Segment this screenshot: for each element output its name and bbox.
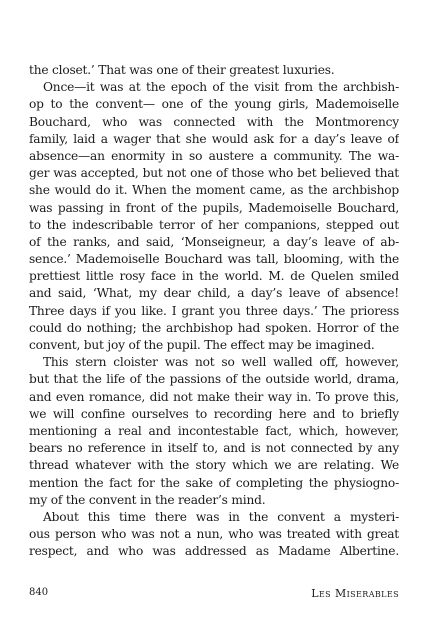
text-line: Bouchard, who was connected with the Montmorency <box>29 114 399 129</box>
text-line: bears no reference in itself to, and is not connected by any <box>29 441 399 456</box>
text-line: About this time there was in the convent a mysteri- <box>43 509 399 524</box>
page-footer <box>29 587 399 600</box>
text-line: the closet.’ That was one of their greatest luxuries. <box>29 63 335 77</box>
text-line: and even romance, did not make their way in. To prove this, <box>29 389 399 404</box>
text-line: Once—it was at the epoch of the visit from the archbish- <box>43 80 399 95</box>
text-line: to the indescribable terror of her companions, stepped out <box>29 217 399 232</box>
text-line: prettiest little rosy face in the world. M. de Quelen smiled <box>29 269 399 284</box>
text-line: Three days if you like. I grant you three days.’ The prioress <box>29 303 399 318</box>
text-line: was passing in front of the pupils, Mademoiselle Bouchard, <box>29 200 399 215</box>
text-line: thread whatever with the story which we are relating. We <box>29 458 399 473</box>
text-line: convent, but joy of the pupil. The effect may be imagined. <box>29 338 375 352</box>
text-line: of the ranks, and said, ‘Monseigneur, a day’s leave of ab- <box>29 234 399 249</box>
text-line: we will confine ourselves to recording here and to briefly <box>29 406 399 421</box>
text-line: family, laid a wager that she would ask for a day’s leave of <box>29 131 399 146</box>
text-line: op to the convent— one of the young girls, Mademoiselle <box>29 97 399 112</box>
text-line: respect, and who was addressed as Madame Albertine. <box>29 544 399 559</box>
body-text <box>29 62 399 560</box>
text-line: she would do it. When the moment came, as the archbishop <box>29 183 399 198</box>
text-line: This stern cloister was not so well walled off, however, <box>43 355 399 370</box>
text-line: ous person who was not a nun, who was treated with great <box>29 527 399 542</box>
text-line: my of the convent in the reader’s mind. <box>29 492 266 507</box>
running-head: Les Miserables <box>311 587 399 600</box>
text-line: sence.’ Mademoiselle Bouchard was tall, blooming, with the <box>29 252 399 267</box>
text-line: mention the fact for the sake of completing the physiogno- <box>29 475 399 490</box>
text-line: absence—an enormity in so austere a community. The wa- <box>29 148 399 163</box>
text-line: but that the life of the passions of the outside world, drama, <box>29 372 399 387</box>
text-line: and said, ‘What, my dear child, a day’s leave of absence! <box>29 286 399 301</box>
page-number: 840 <box>29 587 49 598</box>
text-line: could do nothing; the archbishop had spoken. Horror of the <box>29 320 399 335</box>
text-line: ger was accepted, but not one of those who bet believed that <box>29 166 399 181</box>
text-line: mentioning a real and incontestable fact, which, however, <box>29 423 399 438</box>
